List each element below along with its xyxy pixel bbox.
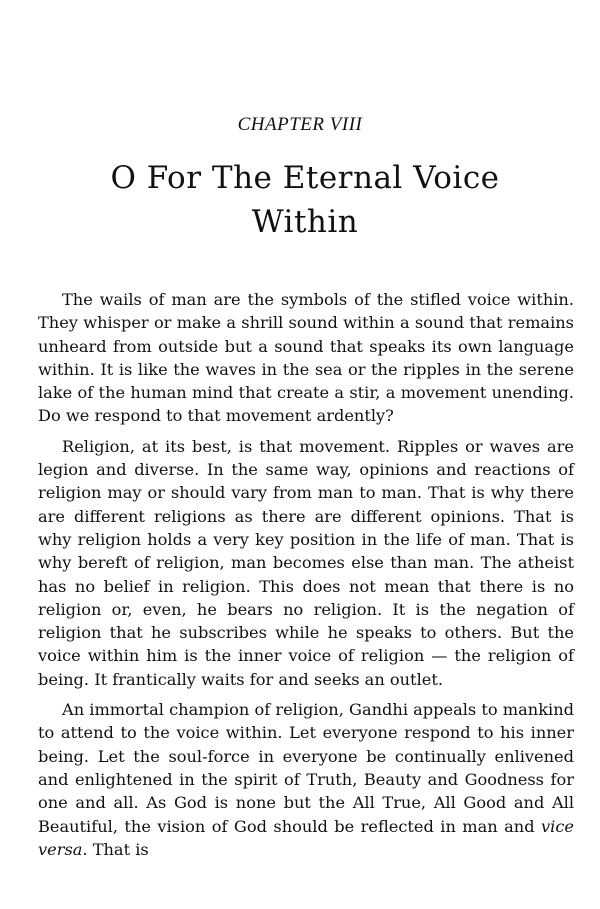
paragraph-3-text-before: An immortal champion of religion, Gandhi appeals to mankind to attend to the voice within. Let everyone respond to his inner being. Let the soul-force in everyone be continually enlivened and enlightened in the spirit of Truth, Beauty and Goodness for one and all. As God is none but the All True, All Good and All Beautiful, the vision of God should be reflected in man and xyxy=(38,700,574,836)
chapter-title-line-2: Within xyxy=(251,204,359,240)
paragraph-1: The wails of man are the symbols of the stifled voice within. They whisper or make a shrill sound within a sound that remains unheard from outside but a sound that speaks its own language within. It is like the waves in the sea or the ripples in the serene lake of the human mind that create a stir, a movement unending. Do we respond to that movement ardently? xyxy=(38,290,574,426)
paragraph-3-emphasis: vice versa xyxy=(38,816,574,859)
chapter-number: CHAPTER VIII xyxy=(237,114,363,135)
paragraph-3-text-after: . That is xyxy=(82,839,149,859)
paragraph-3 xyxy=(38,698,574,861)
chapter-title xyxy=(40,156,570,244)
paragraph-2: Religion, at its best, is that movement. Ripples or waves are legion and diverse. In the same way, opinions and reactions of religion may or should vary from man to man. That is why there are different religions as there are different opinions. That is why religion holds a very key position in the life of man. That is why bereft of religion, man becomes else than man. The atheist has no belief in religion. This does not mean that there is no religion or, even, he bears no religion. It is the negation of religion that he subscribes while he speaks to others. But the voice within him is the inner voice of religion — the religion of being. It frantically waits for and seeks an outlet. xyxy=(38,436,574,689)
chapter-title-line-1: O For The Eternal Voice xyxy=(110,160,500,196)
chapter-body xyxy=(38,288,574,868)
